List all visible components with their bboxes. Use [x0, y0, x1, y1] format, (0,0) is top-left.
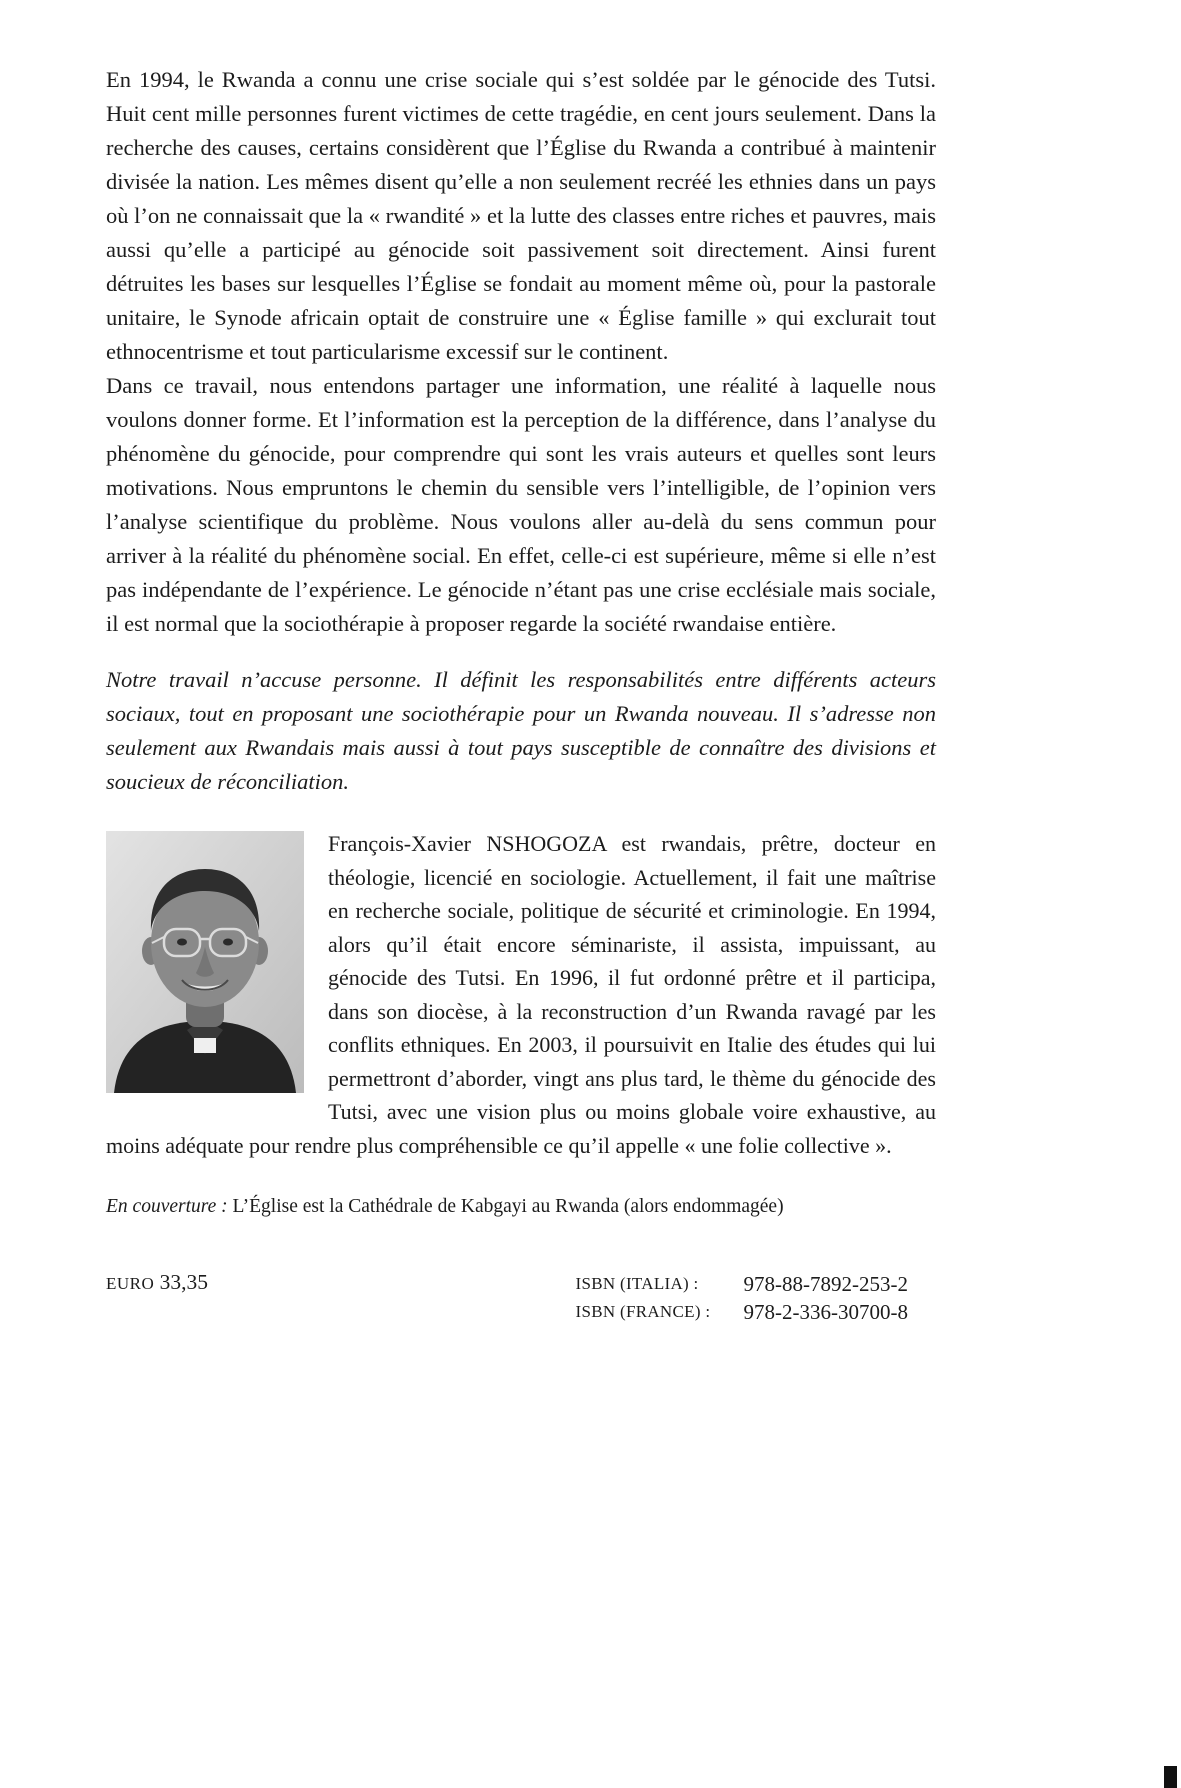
price-currency-label: EURO	[106, 1274, 155, 1293]
price	[106, 1270, 208, 1295]
isbn-italy-line	[576, 1270, 908, 1298]
cover-note-text: L’Église est la Cathédrale de Kabgayi au Rwanda (alors endommagée)	[227, 1196, 784, 1217]
price-value: 33,35	[154, 1270, 209, 1294]
method-paragraph: Dans ce travail, nous entendons partager une information, une réalité à laquelle nous voulons donner forme. Et l’information est la perception de la différence, dans l’analyse du phénomène du génocide, pour comprendre qui sont les vrais auteurs et quelles sont leurs motivations. Nous empruntons le chemin du sensible vers l’intelligible, de l’opinion vers l’analyse scientifique du problème. Nous voulons aller au-delà du sens commun pour arriver à la réalité du phénomène social. En effet, celle-ci est supérieure, même si elle n’est pas indépendante de l’expérience. Le génocide n’étant pas une crise ecclésiale mais sociale, il est normal que la sociothérapie à proposer regarde la société rwandaise entière.	[106, 373, 936, 636]
book-back-cover	[106, 63, 936, 1326]
cover-note-label: En couverture :	[106, 1196, 228, 1217]
author-portrait-photo	[106, 831, 304, 1093]
intro-paragraph: En 1994, le Rwanda a connu une crise sociale qui s’est soldée par le génocide des Tutsi. Huit cent mille personnes furent victimes de cette tragédie, en cent jours seulement. Dans la recherche des causes, certains considèrent que l’Église du Rwanda a contribué à maintenir divisée la nation. Les mêmes disent qu’elle a non seulement recréé les ethnies dans un pays où l’on ne connaissait que la « rwandité » et la lutte des classes entre riches et pauvres, mais aussi qu’elle a participé au génocide soit passivement soit directement. Ainsi furent détruites les bases sur lesquelles l’Église se fondait au moment même où, pour la pastorale unitaire, le Synode africain optait de construire une « Église famille » qui exclurait tout ethnocentrisme et tout particularisme excessif sur le continent.	[106, 67, 936, 364]
isbn-france-label: ISBN (FRANCE) :	[575, 1302, 711, 1321]
isbn-block	[576, 1270, 908, 1326]
summary-paragraph: Notre travail n’accuse personne. Il définit les responsabilités entre différents acteurs sociaux, tout en proposant une sociothérapie pour un Rwanda nouveau. Il s’adresse non seulement aux Rwandais mais aussi à tout pays susceptible de connaître des divisions et soucieux de réconciliation.	[106, 667, 936, 794]
isbn-italy-label: ISBN (ITALIA) :	[575, 1274, 699, 1293]
cover-note	[106, 1194, 936, 1220]
price-isbn-row	[106, 1270, 936, 1326]
isbn-france-line	[576, 1298, 908, 1326]
author-bio-section	[106, 827, 936, 1162]
author-bio-text: François-Xavier NSHOGOZA est rwandais, prêtre, docteur en théologie, licencié en sociologie. Actuellement, il fait une maîtrise en recherche sociale, politique de sécurité et criminologie. En 1994, alors qu’il était encore séminariste, il assista, impuissant, au génocide des Tutsi. En 1996, il fut ordonné prêtre et il participa, dans son diocèse, à la reconstruction d’un Rwanda ravagé par les conflits ethniques. En 2003, il poursuivit en Italie des études qui lui permettront d’aborder, vingt ans plus tard, le thème du génocide des Tutsi, avec une vision plus ou moins globale voire exhaustive, au moins adéquate pour rendre plus compréhensible ce qu’il appelle « une folie collective ».	[106, 831, 936, 1158]
isbn-italy-value: 978-88-7892-253-2	[743, 1272, 908, 1296]
author-portrait-illustration	[106, 831, 304, 1093]
corner-print-mark	[1164, 1766, 1177, 1788]
isbn-france-value: 978-2-336-30700-8	[743, 1300, 908, 1324]
